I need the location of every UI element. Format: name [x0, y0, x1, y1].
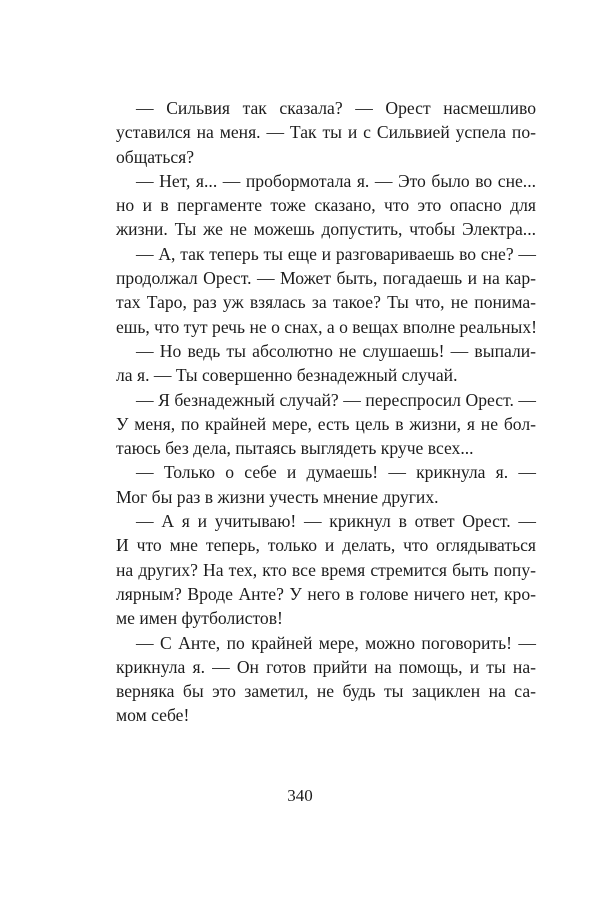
text-line: мом себе!	[116, 705, 190, 726]
text-line: — С Анте, по крайней мере, можно поговорить! —	[136, 632, 536, 653]
body-text	[116, 96, 536, 728]
text-line: на других? На тех, кто все время стремится быть попу-	[116, 559, 536, 580]
page-number: 340	[287, 786, 313, 805]
text-line: И что мне теперь, только и делать, что оглядываться	[116, 535, 536, 556]
text-line: — Сильвия так сказала? — Орест насмешливо	[136, 98, 536, 118]
text-line: таюсь без дела, пытаясь выглядеть круче всех...	[116, 438, 474, 459]
text-line: жизни. Ты же не можешь допустить, чтобы Электра...	[116, 219, 536, 240]
text-line: продолжал Орест. — Может быть, погадаешь и на кар-	[116, 268, 536, 289]
text-line: — А я и учитываю! — крикнул в ответ Орест. —	[136, 511, 536, 532]
text-line: общаться?	[116, 146, 195, 167]
text-line: — Но ведь ты абсолютно не слушаешь! — выпали-	[136, 340, 536, 361]
text-line: У меня, по крайней мере, есть цель в жизни, я не бол-	[116, 413, 536, 434]
text-line: крикнула я. — Он готов прийти на помощь, и ты на-	[116, 656, 536, 677]
text-line: верняка бы это заметил, не будь ты зациклен на са-	[116, 681, 536, 702]
text-line: но и в пергаменте тоже сказано, что это опасно для	[116, 195, 536, 216]
text-line: ме имен футболистов!	[116, 608, 283, 629]
text-line: — Нет, я... — пробормотала я. — Это было во сне...	[136, 170, 536, 191]
text-line: — Я безнадежный случай? — переспросил Орест. —	[136, 389, 536, 410]
text-line: ешь, что тут речь не о снах, а о вещах вполне реальных!	[116, 316, 538, 337]
text-line: — А, так теперь ты еще и разговариваешь во сне? —	[136, 243, 536, 264]
text-line: тах Таро, раз уж взялась за такое? Ты что, не понима-	[116, 292, 536, 313]
text-line: Мог бы раз в жизни учесть мнение других.	[116, 486, 439, 507]
text-line: — Только о себе и думаешь! — крикнула я. —	[136, 462, 536, 483]
text-line: лярным? Вроде Анте? У него в голове ничего нет, кро-	[116, 583, 536, 604]
text-line: уставился на меня. — Так ты и с Сильвией успела по-	[116, 122, 536, 143]
text-line: ла я. — Ты совершенно безнадежный случай.	[116, 365, 458, 386]
